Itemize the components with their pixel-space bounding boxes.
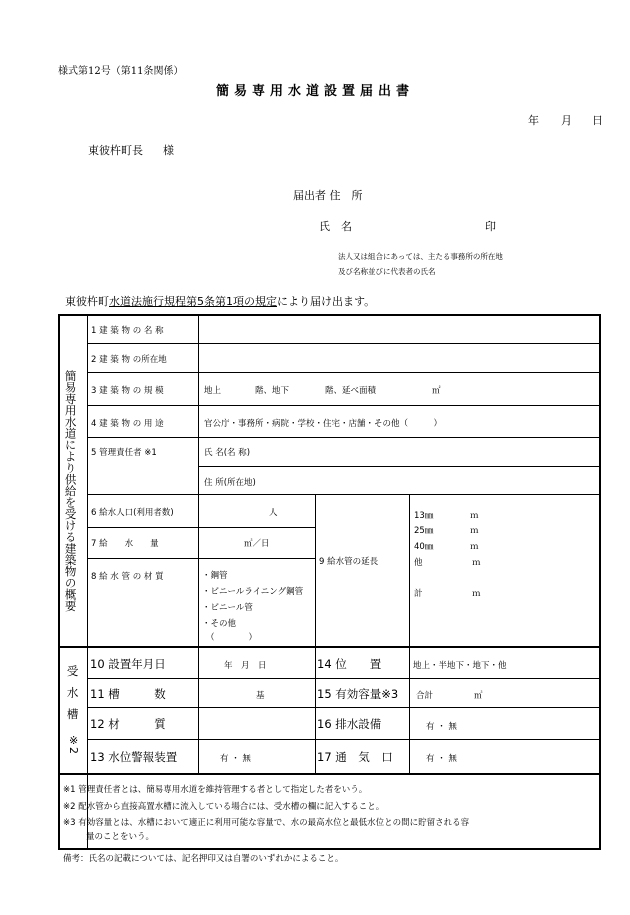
row-line (87, 494, 601, 495)
drainage-value: 有 ・ 無 (426, 722, 457, 732)
label-vent: 17 通 気 口 (317, 750, 393, 764)
intro-suffix: により届け出ます。 (277, 295, 376, 308)
row-line (87, 527, 315, 528)
label-building-name: 1 建 築 物 の 名 称 (91, 326, 164, 336)
row-line (87, 343, 601, 344)
population-unit: 人 (269, 508, 278, 518)
capacity-total-label: 合計 (416, 691, 434, 701)
label-capacity: 15 有効容量※3 (317, 687, 399, 701)
row-line (87, 678, 601, 679)
use-options: 官公庁・事務所・病院・学校・住宅・店舗・その他（ ） (204, 419, 443, 429)
vent-value: 有 ・ 無 (426, 754, 457, 764)
label-tank-count: 11 槽 数 (90, 687, 166, 701)
pipe-option-lined-steel: ・ビニールライニング鋼管 (202, 587, 304, 597)
label-building-address: 2 建 築 物 の所在地 (91, 355, 167, 365)
col-line-4 (409, 494, 410, 773)
level-alarm-value: 有 ・ 無 (220, 754, 251, 764)
pipe-length-40-unit: ｍ (470, 542, 479, 552)
pipe-option-vinyl: ・ビニール管 (202, 603, 253, 613)
pipe-length-other: 他 (414, 558, 423, 568)
label-pipe-length: 9 給水管の延長 (319, 557, 379, 567)
intro-prefix: 東彼杵町 (65, 295, 109, 308)
applicant-name-label: 氏 名 (319, 220, 352, 233)
row-line (198, 466, 601, 467)
label-level-alarm: 13 水位警報装置 (90, 750, 178, 764)
label-manager: 5 管理責任者 ※1 (91, 448, 157, 458)
row-line (87, 558, 315, 559)
tank-section-note: ※2 (67, 734, 81, 754)
capacity-unit: ㎥ (474, 691, 483, 701)
label-install-date: 10 設置年月日 (90, 657, 166, 671)
intro-sentence (65, 293, 375, 309)
remark: 備考：氏名の記載については、記名押印又は自署のいずれかによること。 (63, 854, 344, 864)
pipe-length-13-unit: ｍ (470, 511, 479, 521)
tank-section-label: 受水槽 (65, 665, 80, 730)
label-tank-material: 12 材 質 (90, 717, 166, 731)
label-location: 14 位 置 (317, 657, 382, 671)
manager-address-label: 住 所(所在地) (204, 478, 256, 488)
scale-floors: 階、地下 (255, 386, 290, 396)
scale-above: 地上 (204, 386, 222, 396)
pipe-length-13: 13㎜ (414, 511, 434, 521)
pipe-length-total-unit: ｍ (472, 589, 481, 599)
pipe-option-other: ・その他 (202, 619, 237, 629)
addressee: 東彼杵町長 (88, 144, 143, 157)
section-divider (58, 773, 601, 775)
pipe-length-40: 40㎜ (414, 542, 434, 552)
row-line (87, 405, 601, 406)
label-building-scale: 3 建 築 物 の 規 模 (91, 386, 164, 396)
form-number: 様式第12号（第11条関係） (58, 66, 184, 77)
corp-note-line1: 法人又は組合にあっては、主たる事務所の所在地 (338, 252, 503, 261)
supply-volume-unit: ㎥／日 (244, 539, 270, 549)
document-title: 簡易専用水道設置届出書 (215, 84, 414, 99)
date-month: 月 (561, 114, 572, 127)
addressee-suffix: 様 (163, 144, 174, 157)
pipe-option-other-blank: （ ） (206, 633, 258, 643)
location-value: 地上・半地下・地下・他 (413, 661, 507, 671)
label-building-use: 4 建 築 物 の 用 途 (91, 419, 164, 429)
scale-unit: ㎡ (432, 386, 441, 396)
pipe-length-25: 25㎜ (414, 526, 434, 536)
date-day: 日 (592, 114, 603, 127)
row-line (87, 707, 601, 708)
label-supply-volume: 7 給 水 量 (91, 539, 159, 549)
pipe-length-total: 計 (414, 589, 423, 599)
label-population: 6 給水人口(利用者数) (91, 508, 174, 518)
pipe-length-other-unit: ｍ (472, 558, 481, 568)
row-line (87, 437, 601, 438)
tank-count-unit: 基 (256, 691, 265, 701)
label-drainage: 16 排水設備 (317, 717, 382, 731)
footnote-3a: ※3 有効容量とは、水槽において適正に利用可能な容量で、水の最高水位と最低水位との間に貯留される容 (63, 818, 470, 828)
date-year: 年 (528, 114, 539, 127)
footnote-1: ※1 管理責任者とは、簡易専用水道を維持管理する者として指定した者をいう。 (63, 785, 368, 795)
building-section-label: 簡易専用水道により供給を受ける建築物の概要 (63, 370, 78, 612)
pipe-length-25-unit: ｍ (470, 526, 479, 536)
seal-mark: 印 (485, 220, 496, 233)
label-pipe-material: 8 給 水 管 の 材 質 (91, 572, 164, 582)
col-line-3 (315, 494, 316, 773)
pipe-option-steel: ・鋼管 (202, 571, 228, 581)
col-line-1 (87, 314, 88, 850)
install-date-value: 年 月 日 (224, 661, 267, 671)
scale-floors-2: 階、延べ面積 (325, 386, 377, 396)
section-divider (58, 646, 601, 648)
footnote-3b: 量のことをいう。 (86, 832, 155, 842)
corp-note-line2: 及び名称並びに代表者の氏名 (338, 267, 436, 276)
row-line (87, 372, 601, 373)
intro-underlined: 水道法施行規程第5条第1項の規定 (109, 295, 277, 308)
applicant-address-label: 届出者 住 所 (293, 189, 363, 202)
col-line-2 (198, 314, 199, 773)
manager-name-label: 氏 名(名 称) (204, 448, 251, 458)
row-line (87, 739, 601, 740)
footnote-2: ※2 配水管から直接高置水槽に流入している場合には、受水槽の欄に記入すること。 (63, 802, 385, 812)
